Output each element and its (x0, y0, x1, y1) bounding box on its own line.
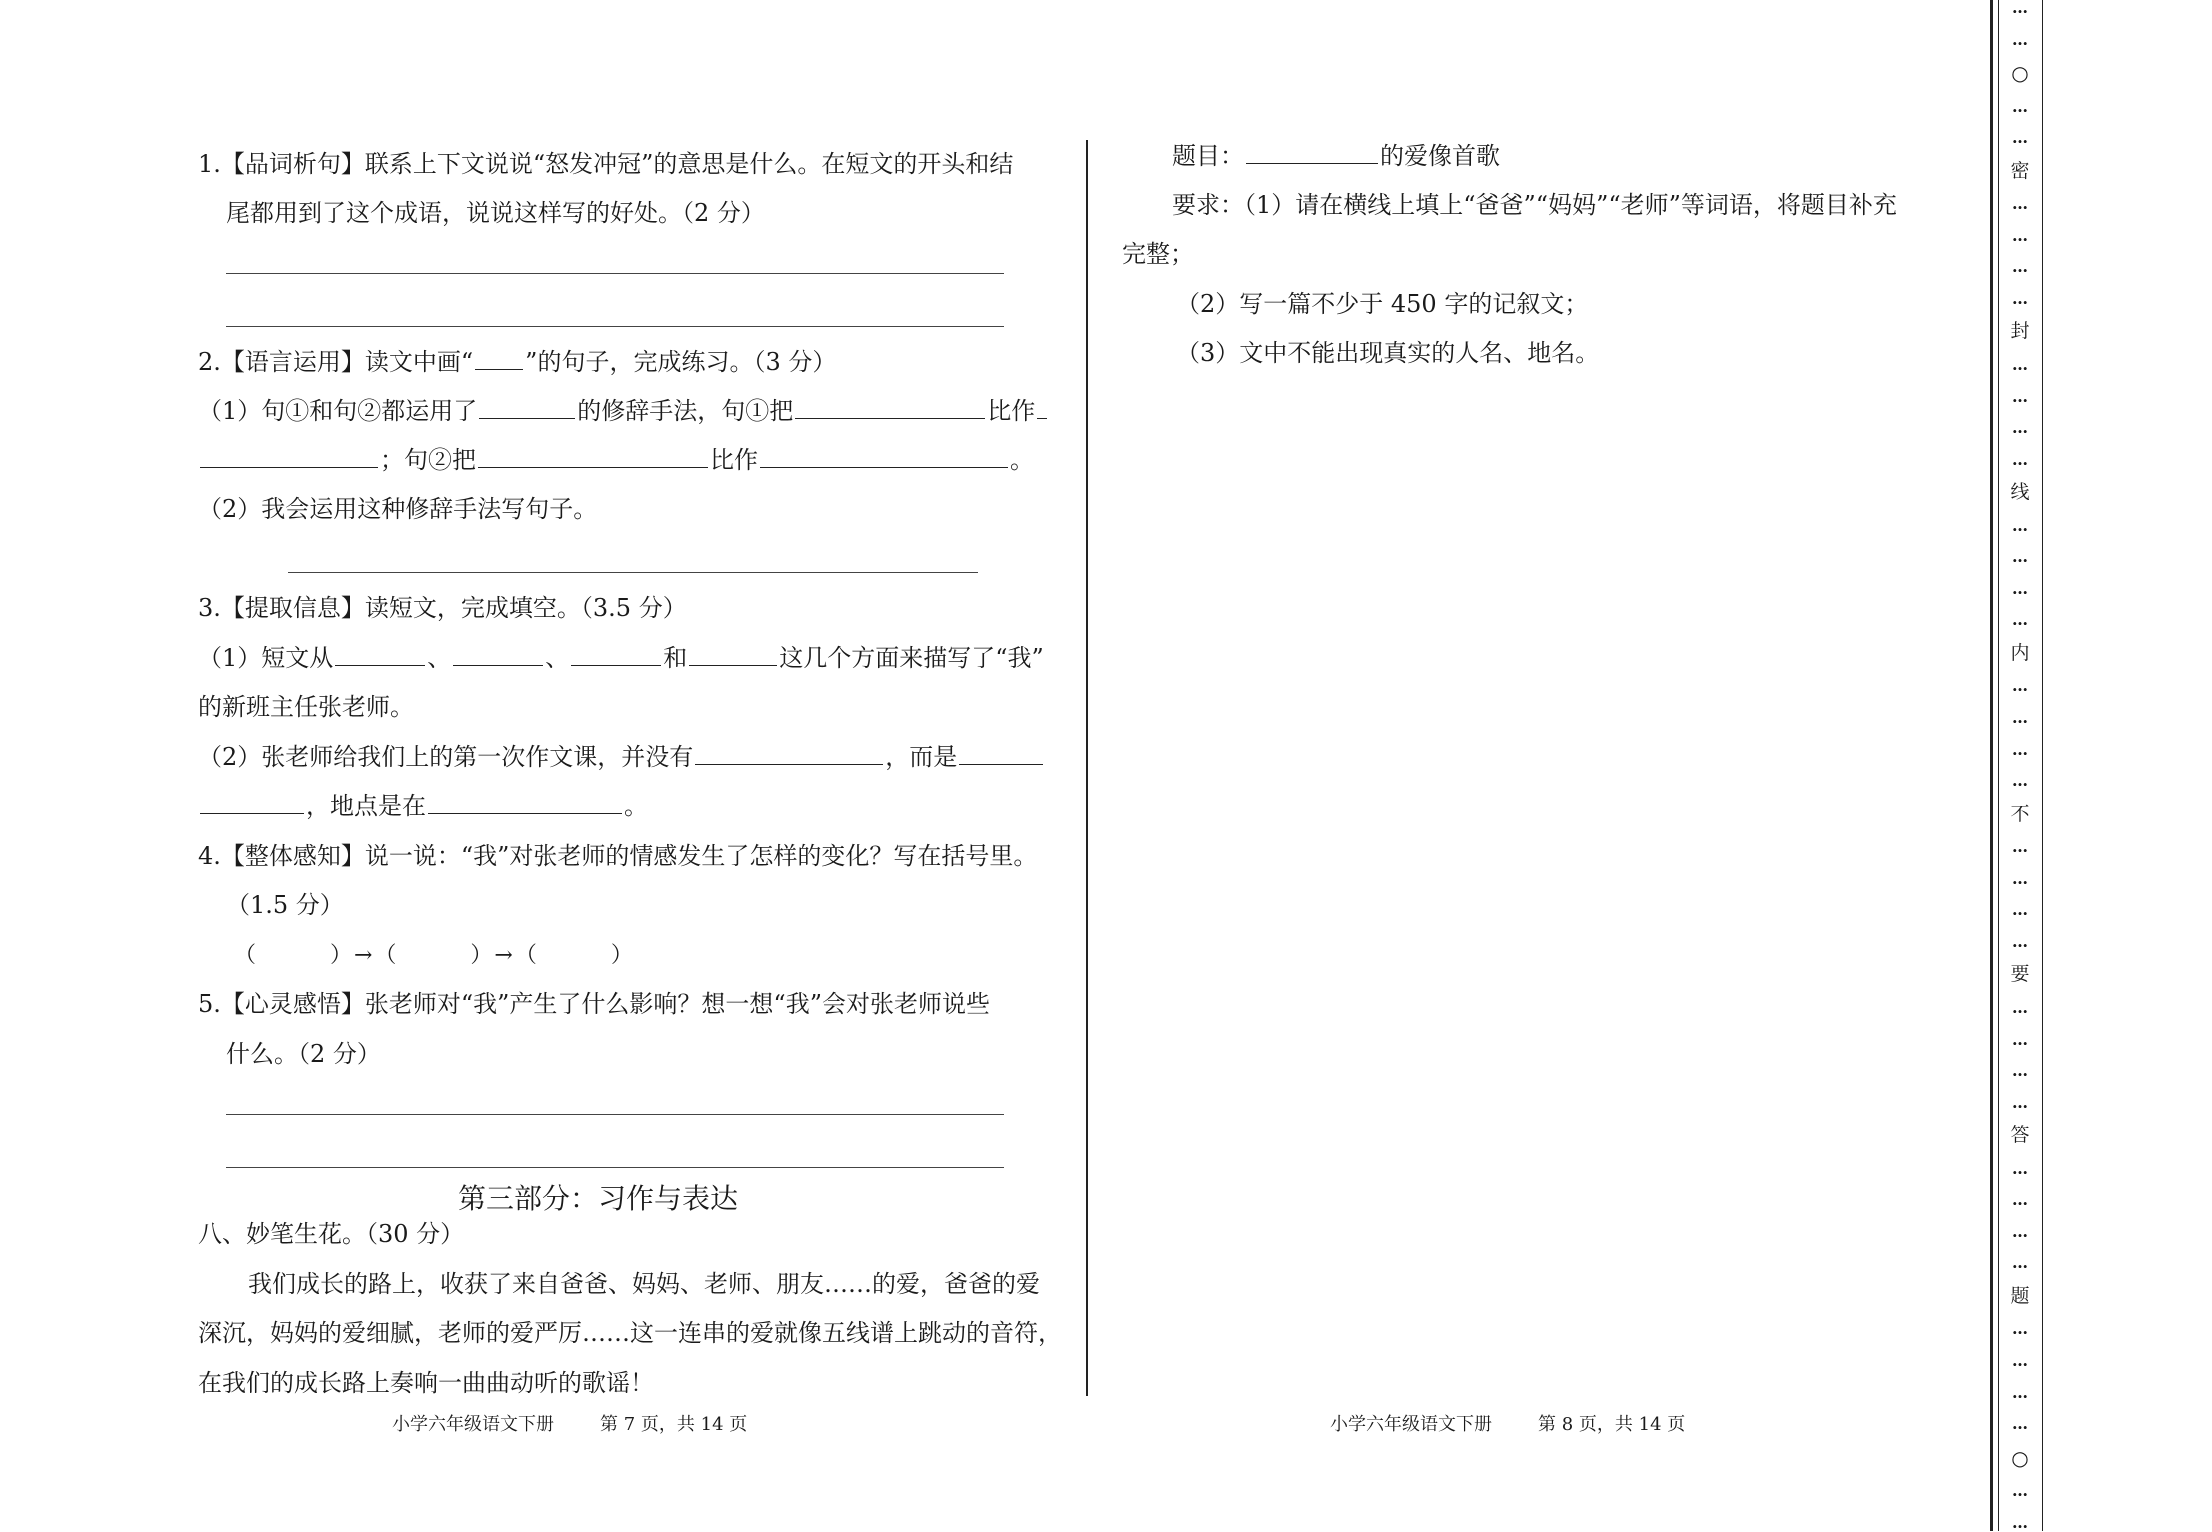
seal-dot: … (2012, 1092, 2028, 1112)
seal-dot: … (2012, 355, 2028, 375)
requirement-1: 要求：（1）请在横线上填上“爸爸”“妈妈”“老师”等词语，将题目补充 (1172, 191, 1897, 219)
seal-dot: … (2012, 1481, 2028, 1501)
seal-dot: … (2012, 1158, 2028, 1178)
seal-dot: … (2012, 868, 2028, 888)
seal-dot: … (2012, 225, 2028, 245)
q1-line2: 尾都用到了这个成语，说说这样写的好处。（2 分） (226, 199, 765, 227)
q3-p2c: ，地点是在 (306, 792, 426, 820)
seal-dot: … (2012, 194, 2028, 214)
blank-field[interactable] (695, 744, 883, 765)
q3-p2a: （2）张老师给我们上的第一次作文课，并没有 (198, 743, 694, 771)
q2-p1c: 比作 (987, 397, 1036, 425)
blank-field[interactable] (689, 645, 777, 666)
seal-dot: … (2012, 1382, 2028, 1402)
q3-part2-line1 (198, 733, 1045, 782)
footer-page: 第 7 页，共 14 页 (600, 1414, 748, 1435)
topic-blank[interactable] (1246, 143, 1378, 164)
seal-dot: … (2012, 708, 2028, 728)
blank-field[interactable] (1037, 398, 1047, 419)
blank-field[interactable] (959, 744, 1043, 765)
blank-field[interactable] (428, 793, 622, 814)
q2-p1b: 的修辞手法，句①把 (577, 397, 794, 425)
q3-p2d: 。 (624, 792, 648, 820)
seal-char: 题 (2010, 1284, 2030, 1307)
seal-dot: … (2012, 1319, 2028, 1339)
seal-dot: … (2012, 739, 2028, 759)
seal-dot: … (2012, 547, 2028, 567)
requirement-3: （3）文中不能出现真实的人名、地名。 (1176, 339, 1600, 367)
q3-p1a: （1）短文从 (198, 644, 334, 672)
blank-field[interactable] (453, 645, 543, 666)
q2-line1 (198, 338, 836, 387)
blank-field[interactable] (200, 793, 304, 814)
requirement-2: （2）写一篇不少于 450 字的记叙文； (1176, 290, 1589, 318)
topic-label: 题目： (1172, 142, 1244, 170)
seal-dot: … (2012, 515, 2028, 535)
seal-dot: … (2012, 931, 2028, 951)
q2-line1b: ”的句子，完成练习。（3 分） (525, 348, 837, 376)
blank-field[interactable] (200, 447, 378, 468)
part3-title: 第三部分：习作与表达 (458, 1182, 739, 1215)
q2-p1e: 比作 (710, 446, 758, 474)
seal-dot: … (2012, 1029, 2028, 1049)
seal-dot: … (2012, 386, 2028, 406)
topic-suffix: 的爱像首歌 (1380, 142, 1500, 170)
column-divider (1086, 140, 1088, 1396)
seal-dot: … (2012, 1190, 2028, 1210)
seal-circle: ○ (2011, 61, 2029, 86)
seal-char: 密 (2010, 159, 2030, 182)
footer-page: 第 8 页，共 14 页 (1538, 1414, 1686, 1435)
seal-dot: … (2012, 1350, 2028, 1370)
seal-char: 不 (2010, 802, 2030, 825)
seal-char: 要 (2010, 963, 2030, 986)
q4-blanks[interactable]: （ ）→（ ）→（ ） (234, 943, 635, 968)
footer-left (392, 1410, 793, 1436)
seal-circle: ○ (2011, 1445, 2029, 1470)
q2-part1-line2 (198, 436, 1034, 485)
q3-part1-line2: 的新班主任张老师。 (198, 693, 414, 721)
seal-dot: … (2012, 257, 2028, 277)
q4-line1: 4.【整体感知】说一说：“我”对张老师的情感发生了怎样的变化？写在括号里。 (198, 842, 1038, 870)
seal-dot: … (2012, 1061, 2028, 1081)
q3-p1b: 、 (427, 644, 452, 672)
footer-book: 小学六年级语文下册 (1330, 1414, 1492, 1435)
seal-dot: … (2012, 1512, 2028, 1532)
seal-dot: … (2012, 900, 2028, 920)
q2-p1a: （1）句①和句②都运用了 (198, 397, 478, 425)
q4-line2: （1.5 分） (226, 891, 344, 919)
q2-part1-line1 (198, 387, 1049, 436)
q5-line2: 什么。（2 分） (226, 1040, 381, 1068)
answer-line[interactable] (226, 273, 1004, 274)
q8-line1: 八、妙笔生花。（30 分） (198, 1220, 465, 1248)
seal-char: 内 (2010, 641, 2030, 664)
seal-dot: … (2012, 578, 2028, 598)
binding-border (1990, 0, 1993, 1531)
requirement-1-cont: 完整； (1122, 240, 1194, 268)
seal-char: 封 (2010, 320, 2030, 343)
seal-dot: … (2012, 449, 2028, 469)
seal-dot: … (2012, 128, 2028, 148)
q5-line1: 5.【心灵感悟】张老师对“我”产生了什么影响？想一想“我”会对张老师说些 (198, 990, 990, 1018)
blank-field[interactable] (478, 447, 708, 468)
blank-field[interactable] (479, 398, 575, 419)
blank-field[interactable] (571, 645, 661, 666)
seal-dot: … (2012, 771, 2028, 791)
seal-char: 线 (2010, 481, 2030, 504)
q3-line1: 3.【提取信息】读短文，完成填空。（3.5 分） (198, 594, 687, 622)
q3-p1c: 、 (545, 644, 570, 672)
q3-p1e: 这几个方面来描写了“我” (779, 644, 1044, 672)
seal-dot: … (2012, 1253, 2028, 1273)
answer-line[interactable] (288, 572, 978, 573)
answer-line[interactable] (226, 1114, 1004, 1115)
answer-line[interactable] (226, 326, 1004, 327)
topic-line (1172, 132, 1500, 181)
footer-right (1330, 1410, 1731, 1436)
q3-part2-line2 (198, 782, 648, 831)
seal-dot: … (2012, 997, 2028, 1017)
seal-dot: … (2012, 96, 2028, 116)
q3-p2b: ，而是 (885, 743, 958, 771)
blank-field[interactable] (335, 645, 425, 666)
seal-char: 答 (2010, 1124, 2030, 1147)
seal-dot: … (2012, 1414, 2028, 1434)
q3-p1d: 和 (663, 644, 688, 672)
seal-dot: … (2012, 676, 2028, 696)
seal-dot: … (2012, 1221, 2028, 1241)
seal-dot: … (2012, 0, 2028, 17)
blank-field[interactable] (760, 447, 1008, 468)
binding-border (1998, 0, 1999, 1531)
seal-dot: … (2012, 610, 2028, 630)
seal-line-strip (2004, 0, 2036, 1531)
underline-mark (475, 349, 523, 370)
seal-dot: … (2012, 418, 2028, 438)
blank-field[interactable] (795, 398, 985, 419)
seal-dot: … (2012, 29, 2028, 49)
q8-para-line2: 深沉，妈妈的爱细腻，老师的爱严厉……这一连串的爱就像五线谱上跳动的音符， (198, 1319, 1062, 1347)
footer-book: 小学六年级语文下册 (392, 1414, 554, 1435)
answer-line[interactable] (226, 1167, 1004, 1168)
q8-para-line1: 我们成长的路上，收获了来自爸爸、妈妈、老师、朋友……的爱，爸爸的爱 (248, 1270, 1040, 1298)
q2-p1d: ；句②把 (380, 446, 476, 474)
q2-line1a: 2.【语言运用】读文中画“ (198, 348, 474, 376)
q2-part2: （2）我会运用这种修辞手法写句子。 (198, 495, 598, 523)
q3-part1-line1 (198, 634, 1044, 683)
q8-para-line3: 在我们的成长路上奏响一曲曲动听的歌谣！ (198, 1369, 654, 1397)
q2-p1f: 。 (1010, 446, 1034, 474)
seal-dot: … (2012, 288, 2028, 308)
seal-dot: … (2012, 837, 2028, 857)
binding-border (2042, 0, 2043, 1531)
q1-line1: 1.【品词析句】联系上下文说说“怒发冲冠”的意思是什么。在短文的开头和结 (198, 150, 1014, 178)
